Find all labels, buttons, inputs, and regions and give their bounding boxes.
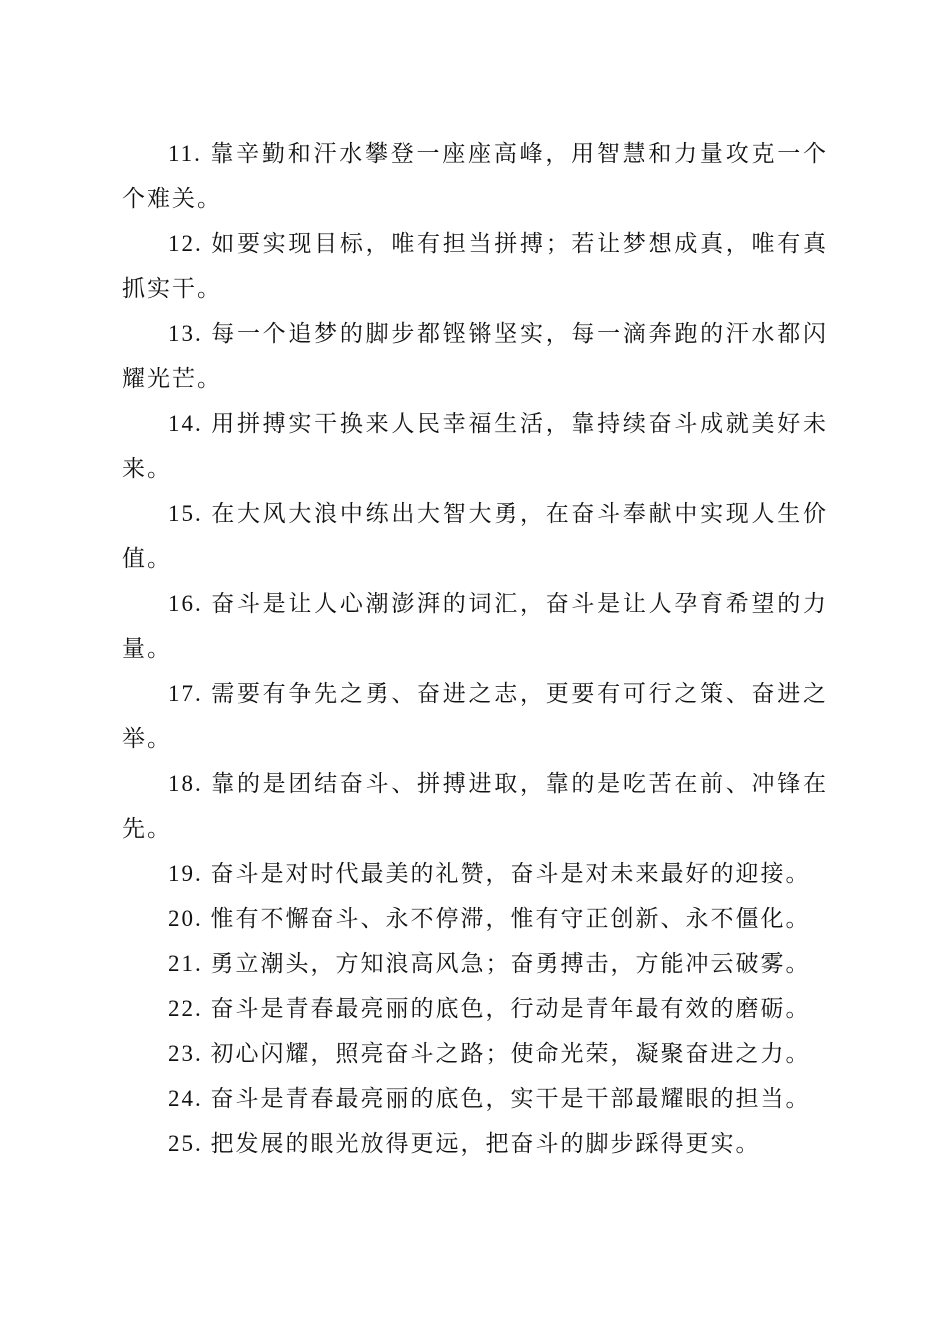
list-item-12: 12. 如要实现目标，唯有担当拼搏；若让梦想成真，唯有真抓实干。: [122, 231, 828, 301]
list-item-16: 16. 奋斗是让人心潮澎湃的词汇，奋斗是让人孕育希望的力量。: [122, 591, 828, 661]
list-item-21: 21. 勇立潮头，方知浪高风急；奋勇搏击，方能冲云破雾。: [168, 951, 811, 976]
list-item-22: 22. 奋斗是青春最亮丽的底色，行动是青年最有效的磨砺。: [168, 996, 811, 1021]
numbered-list: [122, 131, 828, 1166]
list-item-15: 15. 在大风大浪中练出大智大勇，在奋斗奉献中实现人生价值。: [122, 501, 828, 571]
list-item-24: 24. 奋斗是青春最亮丽的底色，实干是干部最耀眼的担当。: [168, 1086, 811, 1111]
list-item-18: 18. 靠的是团结奋斗、拼搏进取，靠的是吃苦在前、冲锋在先。: [122, 771, 828, 841]
list-item-11: 11. 靠辛勤和汗水攀登一座座高峰，用智慧和力量攻克一个个难关。: [122, 141, 828, 211]
list-item-17: 17. 需要有争先之勇、奋进之志，更要有可行之策、奋进之举。: [122, 681, 828, 751]
list-item-23: 23. 初心闪耀，照亮奋斗之路；使命光荣，凝聚奋进之力。: [168, 1041, 811, 1066]
list-item-14: 14. 用拼搏实干换来人民幸福生活，靠持续奋斗成就美好未来。: [122, 411, 828, 481]
list-item-19: 19. 奋斗是对时代最美的礼赞，奋斗是对未来最好的迎接。: [168, 861, 811, 886]
list-item-13: 13. 每一个追梦的脚步都铿锵坚实，每一滴奔跑的汗水都闪耀光芒。: [122, 321, 828, 391]
list-item-25: 25. 把发展的眼光放得更远，把奋斗的脚步踩得更实。: [168, 1131, 761, 1156]
list-item-20: 20. 惟有不懈奋斗、永不停滞，惟有守正创新、永不僵化。: [168, 906, 811, 931]
